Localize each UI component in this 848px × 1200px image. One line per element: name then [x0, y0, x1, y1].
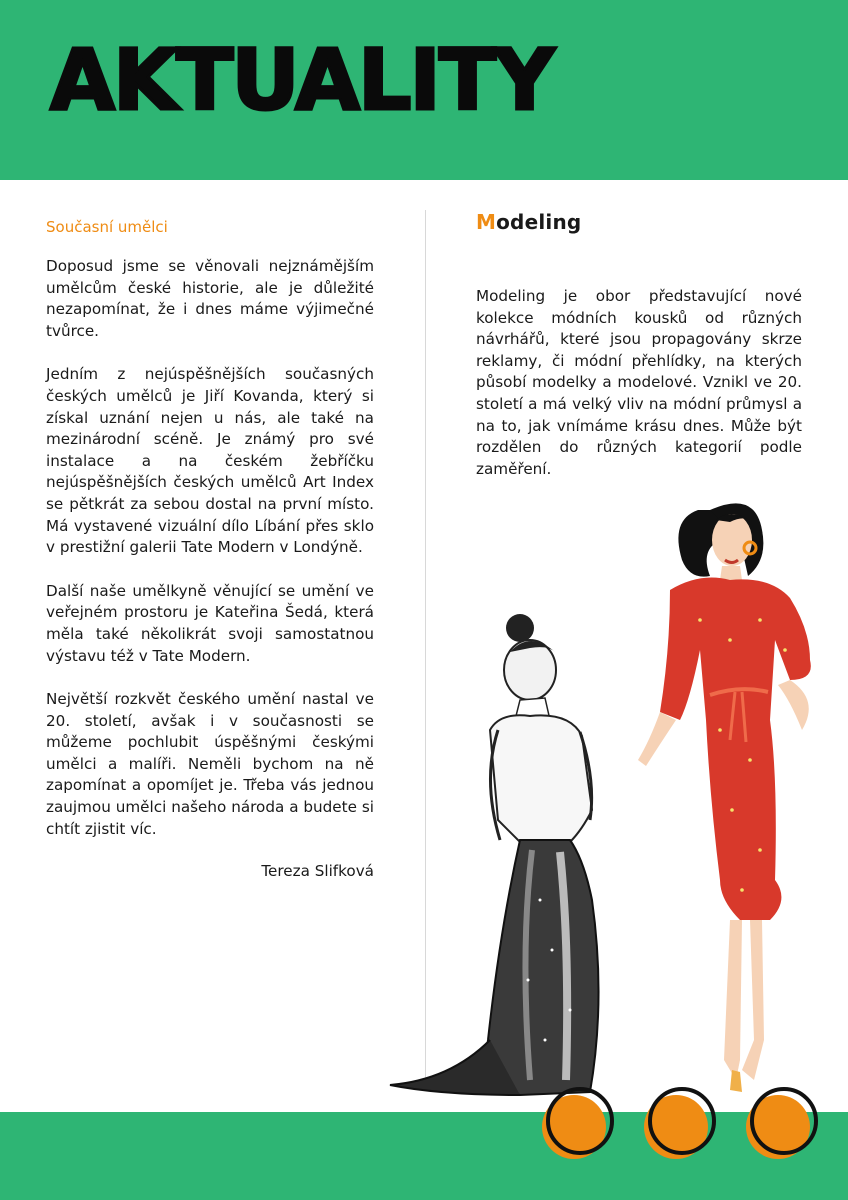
section-heading	[476, 210, 802, 234]
footer-banner	[0, 1112, 848, 1200]
paragraph: Jedním z nejúspěšnějších současných českých umělců je Jiří Kovanda, který si získal uznání nejen u nás, ale také na mezinárodní scéně. Je známý pro své instalace a na českém žebříčku nejúspěšnějších českých umělců Art Index se pětkrát za sebou dostal na první místo. Má vystavené vizuální dílo Líbání přes sklo v prestižní galerii Tate Modern v Londýně.	[46, 365, 374, 557]
fashion-illustration-icon	[370, 480, 848, 1120]
circle-dot-icon	[640, 1085, 720, 1165]
circle-dot-icon	[538, 1085, 618, 1165]
circle-dot-icon	[742, 1085, 822, 1165]
page-title: AKTUALITY	[50, 31, 553, 129]
paragraph: Další naše umělkyně věnující se umění ve veřejném prostoru je Kateřina Šedá, která měla také několikrát svoji samostatnou výstavu též v Tate Modern.	[46, 581, 374, 665]
heading-accent-letter: M	[476, 210, 497, 234]
paragraph: Modeling je obor představující nové kolekce módních kousků od různých návrhářů, které jsou propagovány skrze reklamy, či módní přehlídky, na kterých působí modelky a modelové. Vznikl ve 20. století a má velký vliv na módní průmysl a na to, jak vnímáme krásu dnes. Může být rozdělen do různých kategorií podle zaměření.	[476, 287, 802, 478]
left-column	[46, 215, 374, 880]
red-model-figure	[638, 503, 811, 1092]
paragraph: Největší rozkvět českého umění nastal ve 20. století, avšak i v současnosti se můžeme pochlubit úspěšnými českými umělci a malíři. Neměli bychom na ně zapomínat a opomíjet je. Třeba vás jednou zaujmou umělci našeho národa a budete si chtít zjistit víc.	[46, 690, 374, 838]
paragraph: Doposud jsme se věnovali nejznámějším umělcům české historie, ale je důležité nezapomínat, že i dnes máme výjimečné tvůrce.	[46, 257, 374, 340]
bw-model-figure	[390, 614, 599, 1095]
section-subtitle: Současní umělci	[46, 218, 168, 236]
author-name: Tereza Slifková	[261, 862, 374, 881]
right-column	[476, 210, 802, 502]
heading-rest: odeling	[496, 210, 582, 234]
header-banner	[0, 0, 848, 180]
